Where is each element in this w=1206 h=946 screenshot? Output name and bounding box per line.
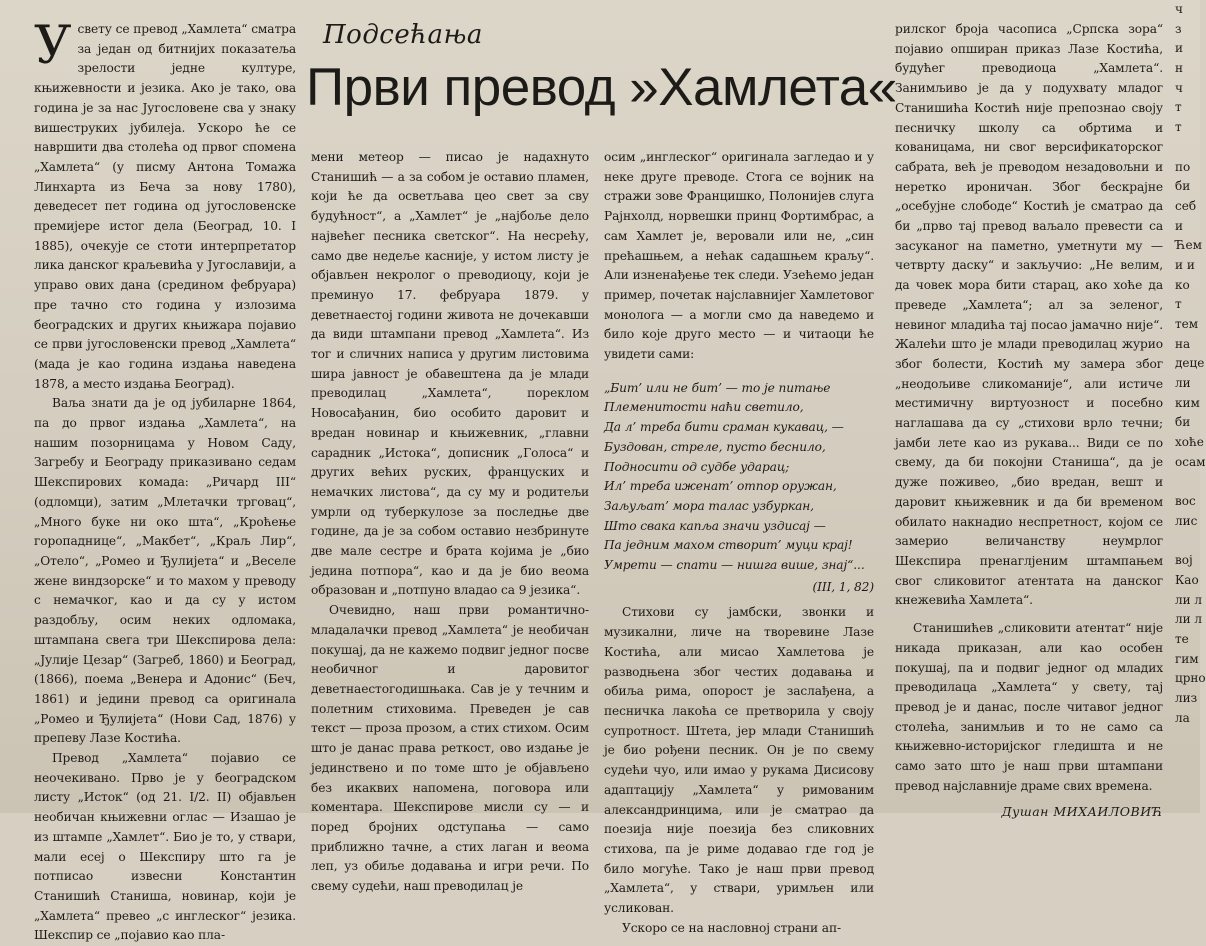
- paragraph: Стихови су јамбски, звонки и музикални, личе на творевине Лазе Костића, али мисао Хамлетова је разводњена због честих додавања и обиља рима, опорост је заслађена, а песничка лакоћа се претворила у своју супротност. Штета, јер млади Станишић је био рођени песник. Он је по свему судећи чуо, или имао у рукама Дисисову адаптацију „Хамлета“ у римованим александринцима, или је сматрао да поезија није поезија без сликовних стихова, па је риме додавао где год је било могуће. Тако је наш први превод „Хамлета“, у ствари, уримљен или усликован.: [604, 605, 874, 916]
- poem-line: „Бит’ или не бит’ — то је питање: [604, 380, 831, 395]
- edge-fragment: и и: [1175, 257, 1195, 272]
- column-1: [34, 16, 296, 943]
- paragraph: рилског броја часописа „Српска зора“ појавио опширан приказ Лазе Костића, будућег преводиоца „Хамлета“. Занимљиво је да у подухвату младог Станишића Костић није препознао своју песничку школу са обртима и кованицама, ни свог версификаторског сабрата, већ је преводом незадовољни и неретко ироничан. Због бескрајне „осебујне слободе“ Костић је сматрао да би „прво тај превод ваљало превести са засуканог на паметно, уметнути му — четврту даску“ и закључио: „Не велим, да човек мора бити старац, ако хоће да преведе „Хамлета“; ал за зеленог, невиног младића тај посао јамачно није“. Жалећи што је млади преводилац журио због болести, Костић му замера због „неодољиве сликоманије“, али истиче местимичну виртуозност и посебно наглашава да су „стихови врло течни; јамби лете као из рукава... Види се по свему, да би покојни Станиша“, да је дуже поживео, „био вредан, вешт и даровит књижевник и да би временом обилато накнадио неспретност, којом се замерио величанству неумрлог Шекспира пренаглјеним штампањем свог сликовитог атентата на данског кнежевића Хамлета“.: [895, 22, 1163, 608]
- column-2: [311, 148, 589, 894]
- paragraph: Усвету се превод „Хамлета“ сматра за један од битнијих показатеља зрелости једне културе, књижевности и језика. Ако је тако, ова година је за нас Југословене сва у знаку вишеструких јубилеја. Ускоро ће се навршити два столећа од првог спомена „Хамлета“ (у писму Антона Томажа Линхарта из Беча за нову 1780), деведесет пет година од југословенске премијере истог дела (Београд, 10. I 1885), очекује се стоти интерпретатор лика данског краљевића у Југославији, а управо ових дана (средином фебруара) пре тачно сто година у излозима београдских и других књижара појавио се први југословенски превод „Хамлета“ (мада је као година издања наведена 1878, а место издања Београд).: [34, 16, 296, 391]
- edge-fragment: ли л: [1175, 612, 1203, 627]
- edge-fragment: осам: [1175, 454, 1206, 469]
- paragraph: Очевидно, наш први романтично-младалачки превод „Хамлета“ је необичан покушај, да не кажемо подвиг једног посве необичног и даровитог деветнаестогодишњака. Сав је у течним и полетним стиховима. Преведен је сав текст — проза прозом, а стих стихом. Осим што је данас права реткост, ово издање је јединствено и по томе што је објављено без икаквих напомена, поговора или коментара. Шекспирове мисли су — и поред бројних одступања — само приближно тачне, а стих лаган и веома леп, уз обиље додавања и игри речи. По свему судећи, наш преводилац је: [311, 603, 589, 894]
- edge-fragment: ко: [1175, 277, 1190, 292]
- edge-fragment: лис: [1175, 513, 1198, 528]
- poem-line: Заљуљат’ мора талас узбуркан,: [604, 498, 814, 513]
- edge-fragment: би: [1175, 179, 1191, 194]
- poem-excerpt: [604, 379, 874, 576]
- edge-fragment: тем: [1175, 317, 1199, 331]
- edge-fragment: вој: [1175, 553, 1193, 568]
- edge-fragment: Ћем: [1175, 238, 1202, 253]
- edge-fragment: ким: [1175, 395, 1200, 410]
- edge-fragment: [1175, 532, 1200, 552]
- edge-fragment: на: [1175, 336, 1191, 351]
- edge-fragment: ла: [1175, 710, 1190, 725]
- poem-line: Па једним махом створит’ муци крај!: [604, 538, 853, 553]
- edge-fragment: те: [1175, 632, 1189, 646]
- edge-fragment: н: [1175, 61, 1183, 76]
- paragraph: Ваља знати да је од јубиларне 1864, па до првог издања „Хамлета“, на нашим позорницама у Новом Саду, Загребу и Београду приказивано седам Шекспирових комада: „Ричард III“ (одломци), затим „Млетачки трговац“, „Много буке ни око шта“, „Кроћење горопаднице“, „Макбет“, „Краљ Лир“, „Отело“, „Ромео и Ђулијета“ и „Веселе жене виндзорске“ и то махом у преводу с немачког, као и да су у истом раздобљу, осим неких одломака, штампана свега три Шекспирова дела: „Јулије Цезар“ (Загреб, 1860) и Београд, (1866), поема „Венера и Адонис“ (Беч, 1861) и једини превод са оригинала „Ромео и Ђулијета“ (Нови Сад, 1876) у препеву Лазе Костића.: [34, 396, 296, 746]
- poem-line: Племенитости наћи светило,: [604, 400, 804, 415]
- edge-fragment: з: [1175, 21, 1182, 36]
- edge-fragment: ли л: [1175, 592, 1203, 607]
- edge-fragment: [1175, 473, 1200, 493]
- poem-line: Буздован, стреле, пусто беснило,: [604, 439, 826, 454]
- edge-fragment: т: [1175, 297, 1182, 312]
- edge-fragment: и: [1175, 41, 1183, 56]
- edge-fragment: т: [1175, 120, 1182, 135]
- edge-fragment: хоће: [1175, 435, 1204, 450]
- edge-fragment: т: [1175, 100, 1182, 115]
- poem-line: Што свака капља значи уздисај —: [604, 518, 826, 533]
- edge-fragment: Као: [1175, 572, 1199, 587]
- edge-fragment: црно: [1175, 671, 1206, 686]
- poem-line: Ил’ треба иженат’ отпор оружан,: [604, 479, 837, 494]
- kicker: Подсећања: [323, 20, 483, 50]
- edge-fragment: ли: [1175, 376, 1191, 391]
- dropcap: У: [34, 16, 72, 76]
- edge-fragment: лиз: [1175, 691, 1198, 706]
- edge-fragment: би: [1175, 415, 1191, 430]
- column-3: [604, 148, 874, 935]
- cropped-adjacent-column: [1175, 0, 1206, 813]
- edge-fragment: [1175, 138, 1200, 158]
- headline: Први превод »Хамлета«: [306, 58, 897, 117]
- edge-fragment: по: [1175, 159, 1191, 174]
- poem-line: Умрети — спати — нишга више, знај“...: [604, 558, 865, 573]
- author-signature: Душан МИХАИЛОВИЋ: [1001, 804, 1163, 820]
- paragraph: мени метеор — писао је надахнуто Станишић — а за собом је оставио пламен, који ће да осветљава цео свет за сву будућност“, а „Хамлет“ је „најбоље дело највећег песника светског“. На несрећу, само две недеље касније, у истом листу је објављен некролог о преводиоцу, који је преминуо 17. фебруара 1879. у деветнаестој години живота не дочекавши да види штампани превод „Хамлета“. Из тог и сличних написа у другим листовима шира јавност је обавештена да је млади преводилац „Хамлета“, пореклом Новосађанин, био особито даровит и вредан новинар и књижевник, „главни сарадник „Истока“, дописник „Голоса“ и других већих руских, француских и немачких листова“, да су му и родитељи умрли од туберкулозе за последње две године, да је за собом оставио незбринуте две мале сестре и брата којима је „био једина потпора“, као и да је био веома образован и „потпуно владао са 9 језика“.: [311, 150, 589, 598]
- paragraph: Станишићев „сликовити атентат“ није никада приказан, али као особен покушај, па и подвиг једног од младих преводилаца „Хамлета“ у свету, тај превод је и данас, после читавог једног столећа, занимљив и то не само са књижевно-историјског гледишта и не само зато што је наш први штампани превод најславније драме свих времена.: [895, 621, 1163, 793]
- edge-fragment: гим: [1175, 651, 1199, 666]
- poem-line: Подносити од судбе ударац;: [604, 459, 790, 474]
- paragraph: Ускоро се на насловној страни ап-: [622, 920, 842, 935]
- edge-fragment: вос: [1175, 494, 1196, 509]
- edge-fragment: себ: [1175, 198, 1197, 213]
- paragraph: осим „инглеског“ оригинала загледао и у неке друге преводе. Стога се војник на стражи зове Францишко, Полонијев слуга Рајнхолд, норвешки принц Фортимбрас, а сам Хамлет је, веровали или не, „син прећашњем, а нећак садашњем краљу“. Али изненађење тек следи. Узећемо један пример, почетак најславнијег Хамлетовог монолога — а могли смо да наведемо и било које друго место — и читаоци ће увидети сами:: [604, 150, 874, 362]
- poem-line: Да л’ треба бити сраман кукавац, —: [604, 420, 844, 435]
- edge-fragment: ч: [1175, 2, 1183, 16]
- edge-fragment: и: [1175, 218, 1183, 233]
- edge-fragment: деце: [1175, 356, 1205, 371]
- edge-fragment: ч: [1175, 80, 1183, 95]
- column-4: [895, 20, 1163, 820]
- paragraph: Превод „Хамлета“ појавио се неочекивано. Прво је у београдском листу „Исток“ (од 21. I/2. II) објављен необичан књижевни оглас — Изашао је из штампе „Хамлет“. Био је то, у ствари, мали есеј о Шекспиру што га је потписао извесни Константин Станишић Станиша, новинар, који је „Хамлета“ превео „с инглеског“ језика. Шекспир се „појавио као пла-: [34, 751, 296, 943]
- citation: (III, 1, 82): [812, 579, 874, 594]
